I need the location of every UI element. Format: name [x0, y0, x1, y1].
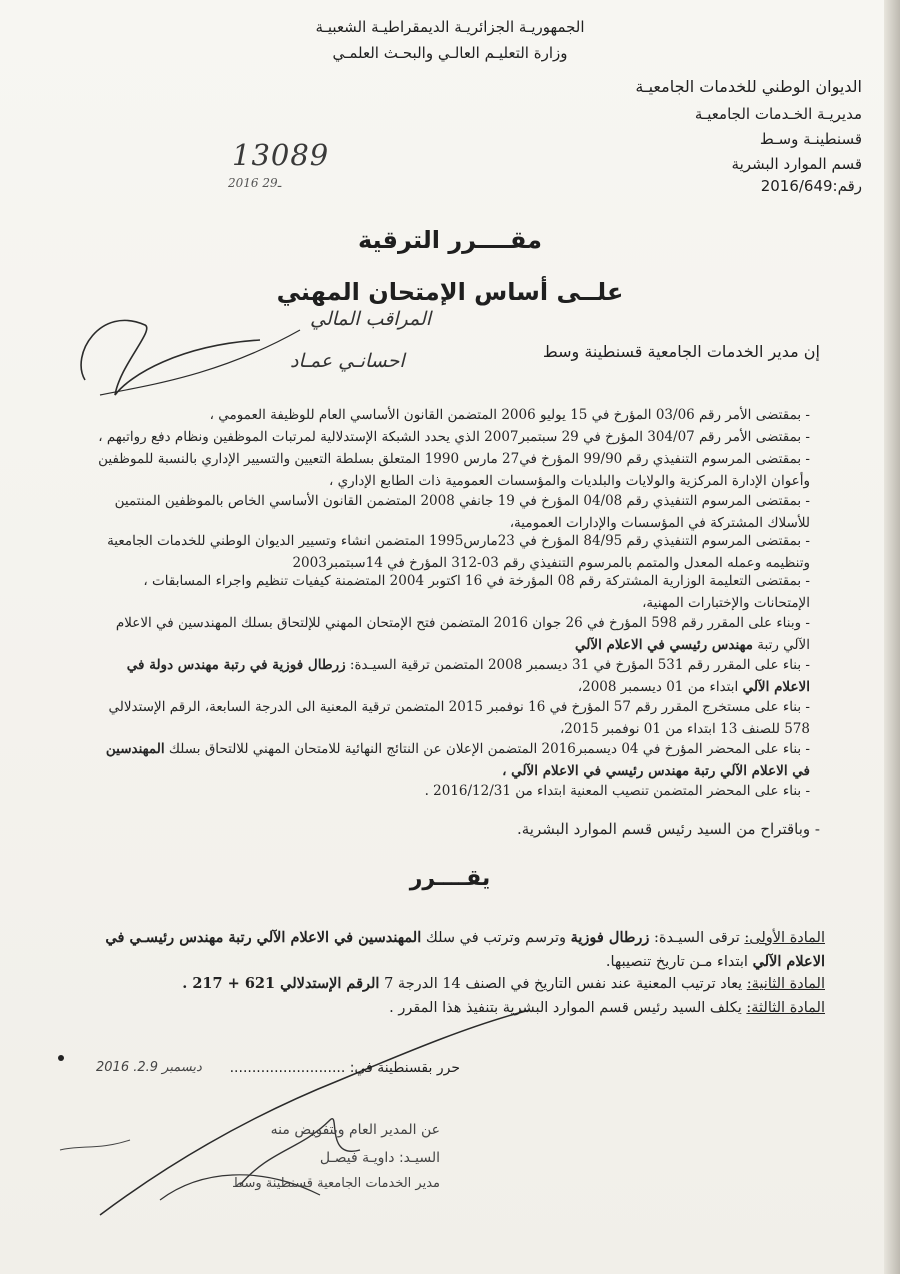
- document-subtitle: علــى أساس الإمتحان المهني: [276, 278, 624, 306]
- signatory-name: السيـد: داويـة فيصـل: [319, 1150, 440, 1166]
- article-2-text: يعاد ترتيب المعنية عند نفس التاريخ في الصنف 14 الدرجة 7: [384, 976, 743, 992]
- legal-basis-8-date: ابتداء من 01 ديسمبر 2008،: [577, 679, 739, 695]
- legal-basis-10-text: - بناء على المحضر المؤرخ في 04 ديسمبر2016 المتضمن الإعلان عن النتائج النهائية للامتحان المهني للالتحاق بسلك: [168, 741, 810, 757]
- signatory-delegation: عن المدير العام وبتفويض منه: [270, 1122, 440, 1138]
- legal-basis-10-rank: المهندسين في الاعلام الآلي رتبة مهندس رئيسي في الاعلام الآلي ،: [105, 741, 810, 779]
- article-1-rank: المهندسين في الاعلام الآلي رتبة مهندس رئيسـي في الاعلام الآلي: [105, 929, 825, 970]
- legal-basis-2: - بمقتضى الأمر رقم 304/07 المؤرخ في 29 سبتمبر2007 الذي يحدد الشبكة الإستدلالية لمرتبات الموظفين ونظام دفع رواتبهم ،: [98, 429, 810, 445]
- legal-basis-10: [90, 738, 810, 782]
- issued-date-handwritten: 2016 .ديسمبر 2.9: [96, 1060, 202, 1075]
- legal-basis-8: [90, 654, 810, 698]
- legal-basis-8-name-rank: زرطال فوزية في رتبة مهندس دولة في الاعلام الآلي: [126, 657, 810, 695]
- issued-at-line: حرر بقسنطينة في: ..........................: [229, 1060, 460, 1076]
- directorate-name: مديريـة الخـدمات الجامعيـة: [694, 105, 862, 123]
- department-name: قسم الموارد البشرية: [731, 155, 862, 173]
- article-1-text-3: ابتداء مـن تاريخ تنصيبها.: [605, 954, 748, 970]
- reference-number: رقم:2016/649: [760, 177, 862, 195]
- financial-controller-stamp: [60, 285, 432, 415]
- legal-basis-1: - بمقتضى الأمر رقم 03/06 المؤرخ في 15 يوليو 2006 المتضمن القانون الأساسي العام للوظيفة العمومي ،: [209, 407, 810, 423]
- ministry-header: وزارة التعليـم العالـي والبحـث العلمـي: [332, 44, 568, 62]
- article-1-text-1: ترقى السيـدة:: [654, 930, 740, 946]
- legal-basis-11: - بناء على المحضر المتضمن تنصيب المعنية ابتداء من 2016/12/31 .: [424, 783, 810, 799]
- scan-edge-shadow: [884, 0, 900, 1274]
- article-1-name: زرطال فوزية: [570, 929, 650, 946]
- office-name: الديوان الوطني للخدمات الجامعيـة: [635, 77, 862, 96]
- signatory-title: مدير الخدمات الجامعية قسنطينة وسط: [232, 1176, 440, 1191]
- legal-basis-9: - بناء على مستخرج المقرر رقم 57 المؤرخ في 16 نوفمبر 2015 المتضمن ترقية المعنية الى الدرجة السابعة، الرقم الإستدلالي 578 للصنف 13 ابتداء من 01 نوفمبر 2015،: [108, 699, 810, 737]
- svg-text:المراقب المالي: المراقب المالي: [310, 308, 432, 330]
- location-name: قسنطينـة وسـط: [759, 130, 862, 148]
- legal-basis-3: - بمقتضى المرسوم التنفيذي رقم 99/90 المؤرخ في27 مارس 1990 المتعلق بسلطة التعيين والتسيير الإداري بالنسبة للموظفين وأعوان الإدارة المركزية والولايات والبلديات والمؤسسات العمومية ذات الطابع الإداري ،: [98, 451, 810, 489]
- article-2-label: المادة الثانية:: [746, 976, 825, 992]
- legal-basis-7: [90, 612, 810, 656]
- legal-basis-8-text: - بناء على المقرر رقم 531 المؤرخ في 31 ديسمبر 2008 المتضمن ترقية السيـدة:: [349, 657, 810, 673]
- republic-header: الجمهوريـة الجزائريـة الديمقراطيـة الشعبيـة: [315, 18, 585, 36]
- document-title: مقــــرر الترقية: [357, 226, 543, 254]
- svg-text:احسانـي عمـاد: احسانـي عمـاد: [290, 350, 405, 372]
- article-1: [85, 926, 825, 974]
- legal-basis-5: - بمقتضى المرسوم التنفيذي رقم 84/95 المؤرخ في 23مارس1995 المتضمن انشاء وتسيير الديوان الوطني للخدمات الجامعية وتنظيمه وعمله المعدل والمتمم بالمرسوم التنفيذي رقم 03-312 المؤرخ في 14سبتمبر2003: [107, 533, 810, 571]
- article-3-label: المادة الثالثة:: [746, 1000, 825, 1016]
- proposal-line: - وباقتراح من السيد رئيس قسم الموارد البشرية.: [517, 820, 820, 838]
- article-2-index: الرقم الإستدلالي 621 + 217 .: [182, 975, 380, 992]
- article-3-text: يكلف السيد رئيس قسم الموارد البشرية بتنفيذ هذا المقرر .: [389, 1000, 742, 1016]
- article-1-text-2: وترسم وترتب في سلك: [425, 930, 567, 946]
- article-1-label: المادة الأولى:: [744, 930, 825, 946]
- handwritten-registration-number: 13089: [232, 138, 330, 172]
- legal-basis-7-rank: مهندس رئيسي في الاعلام الآلي: [575, 637, 753, 653]
- director-intro: إن مدير الخدمات الجامعية قسنطينة وسط: [542, 342, 820, 361]
- legal-basis-4: - بمقتضى المرسوم التنفيذي رقم 04/08 المؤرخ في 19 جانفي 2008 المتضمن القانون الأساسي الخاص بالموظفين المنتمين للأسلاك المشتركة في المؤسسات والإدارات العمومية،: [114, 493, 810, 531]
- legal-basis-7-text: - وبناء على المقرر رقم 598 المؤرخ في 26 جوان 2016 المتضمن فتح الإمتحان المهني للإلتحاق بسلك المهندسين في الاعلام الآلي رتبة: [115, 615, 810, 653]
- margin-mark: [58, 1055, 64, 1061]
- article-2: [85, 972, 825, 996]
- handwritten-registration-date: 2016 ـ29: [228, 176, 282, 190]
- legal-basis-6: - بمقتضى التعليمة الوزارية المشتركة رقم 08 المؤرخة في 16 اكتوبر 2004 المتضمنة كيفيات تنظيم واجراء المسابقات ، الإمتحانات والإختبارات المهنية،: [143, 573, 810, 611]
- decides-heading: يقــــرر: [409, 866, 491, 891]
